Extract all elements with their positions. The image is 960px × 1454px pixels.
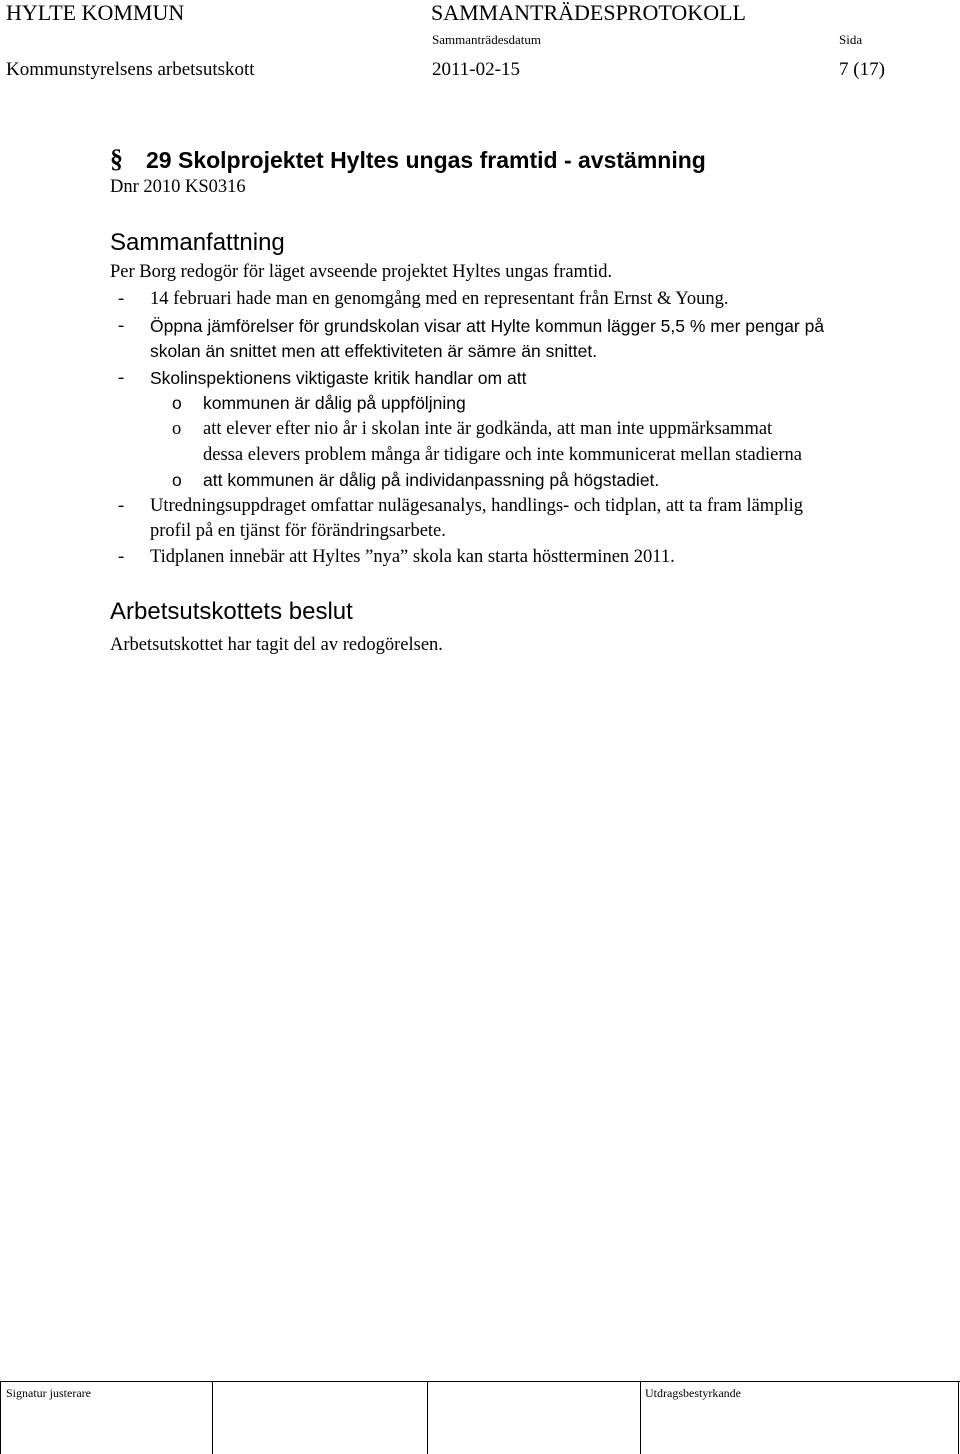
sub-bullet: o [172, 419, 182, 439]
list-dash: - [118, 289, 125, 309]
list-dash: - [118, 496, 125, 516]
page-number: 7 (17) [839, 59, 885, 80]
footer-top-rule [0, 1381, 960, 1382]
sub-item-2-line-1: att elever efter nio år i skolan inte är godkända, att man inte uppmärksammat [203, 419, 773, 439]
summary-heading: Sammanfattning [110, 229, 285, 256]
section-mark: § [110, 144, 123, 173]
footer-border-left [0, 1381, 1, 1454]
list-item-4-line-1: Utredningsuppdraget omfattar nulägesanalys, handlings- och tidplan, att ta fram lämplig [150, 496, 803, 516]
meeting-date: 2011-02-15 [432, 59, 520, 80]
org-name: HYLTE KOMMUN [6, 0, 185, 25]
list-dash: - [118, 316, 125, 336]
footer-divider-left [212, 1381, 213, 1454]
meeting-date-label: Sammanträdesdatum [432, 32, 542, 47]
sub-item-2-line-2: dessa elevers problem många år tidigare och inte kommunicerat mellan stadierna [203, 445, 802, 465]
footer-divider-right [640, 1381, 641, 1454]
list-item-1: 14 februari hade man en genomgång med en representant från Ernst & Young. [150, 289, 729, 309]
list-item-5: Tidplanen innebär att Hyltes ”nya” skola kan starta höstterminen 2011. [150, 547, 675, 567]
list-item-2-line-2: skolan än snittet men att effektiviteten är sämre än snittet. [150, 341, 598, 361]
list-dash: - [118, 547, 125, 567]
committee-name: Kommunstyrelsens arbetsutskott [6, 59, 255, 80]
section-title: 29 Skolprojektet Hyltes ungas framtid - avstämning [146, 147, 706, 173]
list-item-4-line-2: profil på en tjänst för förändringsarbete. [150, 521, 446, 541]
list-dash: - [118, 368, 125, 388]
page-label: Sida [839, 32, 863, 47]
decision-heading: Arbetsutskottets beslut [110, 598, 353, 625]
case-number: Dnr 2010 KS0316 [110, 177, 246, 197]
list-item-2-line-1: Öppna jämförelser för grundskolan visar att Hylte kommun lägger 5,5 % mer pengar på [150, 316, 825, 336]
signature-label: Signatur justerare [6, 1386, 91, 1400]
document-type: SAMMANTRÄDESPROTOKOLL [431, 0, 746, 25]
excerpt-label: Utdragsbestyrkande [645, 1386, 741, 1400]
sub-item-1: kommunen är dålig på uppföljning [203, 393, 466, 413]
footer-border-right [958, 1381, 959, 1454]
decision-text: Arbetsutskottet har tagit del av redogörelsen. [110, 635, 443, 655]
sub-bullet: o [172, 393, 182, 413]
sub-item-3: att kommunen är dålig på individanpassning på högstadiet. [203, 470, 660, 490]
sub-bullet: o [172, 470, 182, 490]
summary-intro: Per Borg redogör för läget avseende projektet Hyltes ungas framtid. [110, 262, 613, 282]
list-item-3: Skolinspektionens viktigaste kritik handlar om att [150, 368, 527, 388]
footer-divider-mid [427, 1381, 428, 1454]
